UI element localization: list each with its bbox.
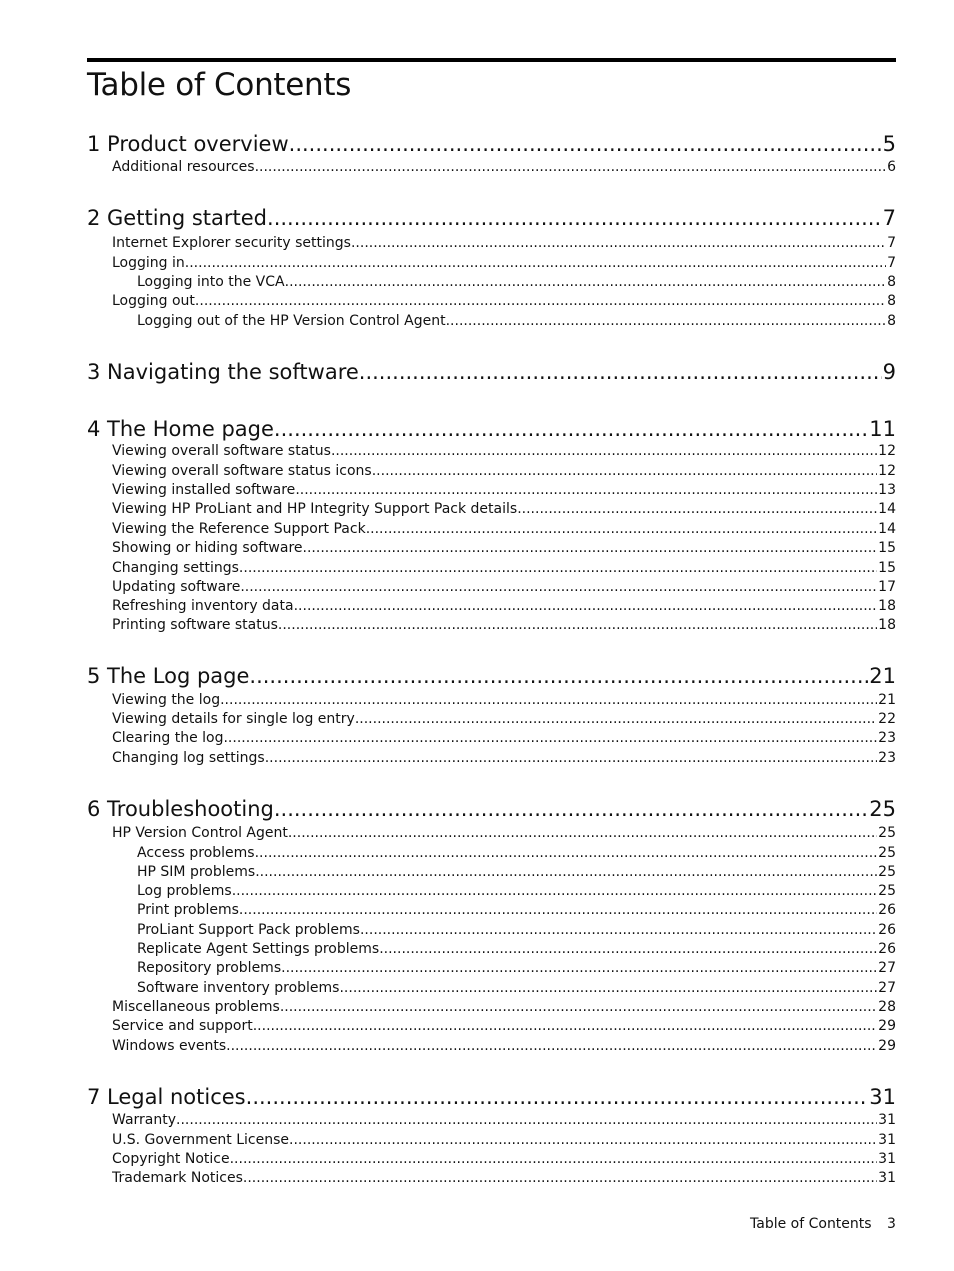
toc-dot-leader	[176, 1112, 877, 1128]
toc-entry-title: Logging out	[112, 293, 195, 309]
toc-entry-title: Changing settings	[112, 560, 239, 576]
toc-entry-title: U.S. Government License	[112, 1132, 290, 1148]
toc-page-number: 29	[878, 1018, 896, 1034]
toc-page-number: 7	[887, 235, 896, 251]
toc-dot-leader	[288, 825, 877, 841]
toc-page-number: 17	[878, 579, 896, 595]
toc-section-entry[interactable]	[112, 443, 896, 462]
toc-entry-title: Replicate Agent Settings problems	[137, 941, 380, 957]
toc-dot-leader	[379, 941, 877, 957]
toc-entry-title: Changing log settings	[112, 750, 265, 766]
toc-page-number: 29	[878, 1038, 896, 1054]
toc-dot-leader	[295, 482, 877, 498]
toc-page-number: 6	[887, 159, 896, 175]
toc-dot-leader	[355, 711, 877, 727]
toc-dot-leader	[255, 159, 887, 175]
toc-page-number: 25	[878, 825, 896, 841]
toc-entry-title: Print problems	[137, 902, 239, 918]
toc-section-entry[interactable]	[137, 960, 896, 979]
toc-entry-title: Additional resources	[112, 159, 255, 175]
toc-entry-title: Viewing the log	[112, 692, 221, 708]
toc-chapter-entry[interactable]	[87, 132, 896, 160]
toc-page-number: 14	[878, 501, 896, 517]
toc-entry-title: Clearing the log	[112, 730, 224, 746]
toc-dot-leader	[360, 922, 877, 938]
toc-page-number: 23	[878, 750, 896, 766]
toc-entry-title: Viewing overall software status	[112, 443, 331, 459]
toc-section-entry[interactable]	[112, 255, 896, 274]
toc-page-number: 31	[878, 1170, 896, 1186]
toc-page-number: 25	[878, 883, 896, 899]
toc-page-number: 25	[869, 797, 896, 821]
toc-section-entry[interactable]	[137, 883, 896, 902]
toc-dot-leader	[253, 1018, 877, 1034]
toc-entry-title: Warranty	[112, 1112, 177, 1128]
toc-dot-leader	[243, 1170, 877, 1186]
toc-dot-leader	[351, 235, 886, 251]
toc-entry-title: Updating software	[112, 579, 241, 595]
toc-page-number: 7	[882, 206, 896, 230]
toc-page-number: 9	[882, 360, 896, 384]
toc-entry-title: ProLiant Support Pack problems	[137, 922, 360, 938]
toc-section-entry[interactable]	[112, 617, 896, 636]
toc-page-number: 25	[878, 864, 896, 880]
toc-section-entry[interactable]	[112, 750, 896, 769]
toc-entry-title: Miscellaneous problems	[112, 999, 280, 1015]
toc-dot-leader	[255, 864, 877, 880]
toc-page-number: 28	[878, 999, 896, 1015]
toc-page-number: 5	[882, 132, 896, 156]
toc-dot-leader	[239, 902, 877, 918]
toc-page-number: 13	[878, 482, 896, 498]
toc-entry-title: Access problems	[137, 845, 255, 861]
toc-page-number: 12	[878, 463, 896, 479]
toc-dot-leader	[185, 255, 886, 271]
toc-entry-title: Refreshing inventory data	[112, 598, 294, 614]
toc-page-number: 31	[878, 1132, 896, 1148]
toc-page-number: 11	[869, 417, 896, 441]
toc-section-entry[interactable]	[112, 1151, 896, 1170]
toc-section-entry[interactable]	[112, 1038, 896, 1057]
toc-section-entry[interactable]	[112, 235, 896, 254]
toc-dot-leader	[255, 845, 878, 861]
toc-page-number: 31	[878, 1112, 896, 1128]
toc-entry-title: Viewing details for single log entry	[112, 711, 355, 727]
toc-dot-leader	[226, 1038, 877, 1054]
toc-page-number: 18	[878, 617, 896, 633]
toc-page-number: 18	[878, 598, 896, 614]
toc-page-number: 8	[887, 293, 896, 309]
toc-dot-leader	[246, 1085, 869, 1109]
toc-section-entry[interactable]	[112, 1170, 896, 1189]
toc-section-entry[interactable]	[112, 1132, 896, 1151]
toc-dot-leader	[240, 579, 877, 595]
toc-entry-title: 7 Legal notices	[87, 1085, 246, 1109]
toc-entry-title: Showing or hiding software	[112, 540, 303, 556]
toc-dot-leader	[265, 750, 877, 766]
toc-page-number: 27	[878, 960, 896, 976]
toc-dot-leader	[517, 501, 877, 517]
toc-page-number: 21	[869, 664, 896, 688]
toc-dot-leader	[446, 313, 886, 329]
toc-section-entry[interactable]	[137, 902, 896, 921]
toc-section-entry[interactable]	[112, 560, 896, 579]
toc-entry-title: Windows events	[112, 1038, 227, 1054]
toc-entry-title: HP Version Control Agent	[112, 825, 288, 841]
toc-dot-leader	[339, 980, 877, 996]
toc-section-entry[interactable]	[112, 1018, 896, 1037]
toc-dot-leader	[280, 999, 877, 1015]
toc-entry-title: 1 Product overview	[87, 132, 289, 156]
toc-section-entry[interactable]	[112, 999, 896, 1018]
toc-dot-leader	[372, 463, 877, 479]
toc-entry-title: Trademark Notices	[112, 1170, 243, 1186]
toc-section-entry[interactable]	[112, 293, 896, 312]
toc-page-number: 26	[878, 922, 896, 938]
toc-entry-title: Repository problems	[137, 960, 282, 976]
table-of-contents	[87, 0, 896, 1271]
toc-dot-leader	[285, 274, 886, 290]
toc-entry-title: Printing software status	[112, 617, 278, 633]
toc-section-entry[interactable]	[112, 711, 896, 730]
toc-page-number: 23	[878, 730, 896, 746]
toc-dot-leader	[278, 617, 877, 633]
toc-dot-leader	[366, 521, 877, 537]
toc-dot-leader	[220, 692, 877, 708]
toc-dot-leader	[331, 443, 877, 459]
toc-dot-leader	[274, 417, 868, 441]
toc-page-number: 12	[878, 443, 896, 459]
toc-chapter-entry[interactable]	[87, 360, 896, 388]
toc-dot-leader	[281, 960, 877, 976]
toc-dot-leader	[249, 664, 868, 688]
toc-page-number: 27	[878, 980, 896, 996]
toc-entry-title: Logging out of the HP Version Control Agent	[137, 313, 446, 329]
toc-page-number: 8	[887, 274, 896, 290]
toc-dot-leader	[232, 883, 877, 899]
toc-section-entry[interactable]	[137, 980, 896, 999]
toc-section-entry[interactable]	[112, 501, 896, 520]
toc-page-number: 26	[878, 941, 896, 957]
toc-chapter-entry[interactable]	[87, 1085, 896, 1113]
toc-section-entry[interactable]	[112, 730, 896, 749]
toc-section-entry[interactable]	[112, 825, 896, 844]
toc-page-number: 15	[878, 560, 896, 576]
toc-chapter-entry[interactable]	[87, 664, 896, 692]
toc-dot-leader	[223, 730, 877, 746]
toc-entry-title: Viewing HP ProLiant and HP Integrity Support Pack details	[112, 501, 518, 517]
toc-page-number: 8	[887, 313, 896, 329]
toc-entry-title: 2 Getting started	[87, 206, 268, 230]
toc-section-entry[interactable]	[112, 579, 896, 598]
toc-section-entry[interactable]	[137, 941, 896, 960]
toc-entry-title: HP SIM problems	[137, 864, 256, 880]
toc-section-entry[interactable]	[112, 692, 896, 711]
toc-dot-leader	[230, 1151, 878, 1167]
toc-dot-leader	[274, 797, 868, 821]
toc-section-entry[interactable]	[112, 463, 896, 482]
toc-entry-title: 4 The Home page	[87, 417, 274, 441]
toc-page-number: 22	[878, 711, 896, 727]
footer-page-number: 3	[887, 1216, 896, 1232]
toc-entry-title: 5 The Log page	[87, 664, 250, 688]
toc-section-entry[interactable]	[112, 482, 896, 501]
toc-dot-leader	[359, 360, 882, 384]
toc-chapter-entry[interactable]	[87, 206, 896, 234]
toc-section-entry[interactable]	[112, 1112, 896, 1131]
toc-entry-title: Logging in	[112, 255, 185, 271]
toc-page-number: 21	[878, 692, 896, 708]
toc-section-entry[interactable]	[137, 845, 896, 864]
toc-section-entry[interactable]	[137, 922, 896, 941]
toc-section-entry[interactable]	[137, 864, 896, 883]
toc-dot-leader	[239, 560, 877, 576]
toc-dot-leader	[289, 132, 882, 156]
toc-entry-title: 6 Troubleshooting	[87, 797, 274, 821]
toc-entry-title: Internet Explorer security settings	[112, 235, 351, 251]
toc-dot-leader	[267, 206, 882, 230]
toc-section-entry[interactable]	[112, 598, 896, 617]
toc-dot-leader	[294, 598, 878, 614]
toc-entry-title: Log problems	[137, 883, 232, 899]
footer-title: Table of Contents	[750, 1216, 872, 1232]
toc-section-entry[interactable]	[112, 521, 896, 540]
toc-entry-title: Viewing installed software	[112, 482, 296, 498]
toc-page-number: 31	[878, 1151, 896, 1167]
toc-page-number: 15	[878, 540, 896, 556]
toc-dot-leader	[303, 540, 878, 556]
toc-page-number: 25	[878, 845, 896, 861]
toc-section-entry[interactable]	[112, 540, 896, 559]
toc-chapter-entry[interactable]	[87, 417, 896, 445]
toc-entry-title: Software inventory problems	[137, 980, 340, 996]
toc-entry-title: Service and support	[112, 1018, 253, 1034]
toc-entry-title: 3 Navigating the software	[87, 360, 359, 384]
toc-section-entry[interactable]	[137, 274, 896, 293]
toc-chapter-entry[interactable]	[87, 797, 896, 825]
toc-page-number: 26	[878, 902, 896, 918]
toc-entry-title: Viewing the Reference Support Pack	[112, 521, 366, 537]
toc-entry-title: Viewing overall software status icons	[112, 463, 372, 479]
toc-page-number: 7	[887, 255, 896, 271]
toc-section-entry[interactable]	[112, 159, 896, 178]
toc-entry-title: Copyright Notice	[112, 1151, 230, 1167]
toc-section-entry[interactable]	[137, 313, 896, 332]
toc-page-number: 31	[869, 1085, 896, 1109]
toc-entry-title: Logging into the VCA	[137, 274, 285, 290]
page-title: Table of Contents	[87, 67, 352, 103]
toc-page-number: 14	[878, 521, 896, 537]
toc-dot-leader	[195, 293, 886, 309]
toc-dot-leader	[289, 1132, 877, 1148]
